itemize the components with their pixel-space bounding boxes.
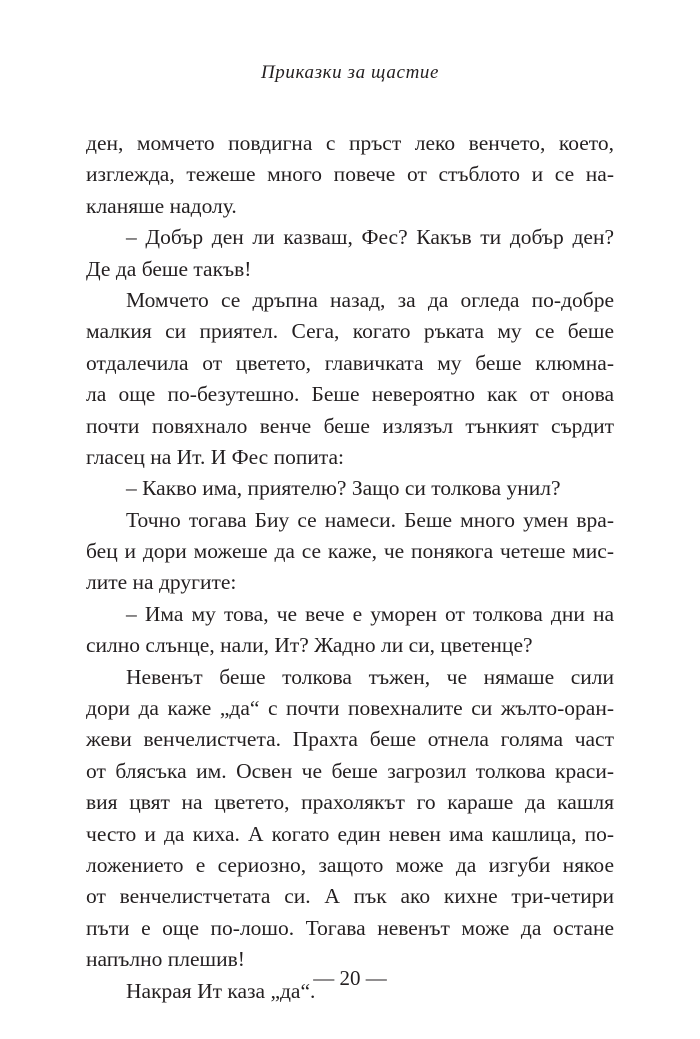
text-line: Накрая Ит каза „да“. <box>126 978 316 1003</box>
text-line: напълно плешив! <box>86 947 245 972</box>
text-line: често и да киха. А когато един невен има кашлица, по- <box>86 821 614 846</box>
text-line: Момчето се дръпна назад, за да огледа по-добре <box>126 287 614 312</box>
text-line: – Има му това, че вече е уморен от толкова дни на <box>126 601 614 626</box>
text-line: дори да каже „да“ с почти повехналите си жълто-оран- <box>86 696 614 721</box>
text-line: – Добър ден ли казваш, Фес? Какъв ти добър ден? <box>126 225 614 250</box>
page-number: — 20 — <box>313 966 387 990</box>
text-line: Точно тогава Биу се намеси. Беше много умен вра- <box>126 507 614 532</box>
text-line: пъти е още по-лошо. Тогава невенът може да остане <box>86 915 614 940</box>
running-header-title: Приказки за щастие <box>260 62 440 83</box>
text-line: почти повяхнало венче беше излязъл тънкият сърдит <box>86 413 614 438</box>
text-line: малкия си приятел. Сега, когато ръката му се беше <box>86 319 614 344</box>
text-line: силно слънце, нали, Ит? Жадно ли си, цветенце? <box>86 633 533 658</box>
text-line: лите на другите: <box>86 570 237 595</box>
text-line: – Какво има, приятелю? Защо си толкова унил? <box>126 476 561 501</box>
text-line: жеви венчелистчета. Прахта беше отнела голяма част <box>86 727 614 752</box>
text-line: вия цвят на цветето, прахолякът го караше да кашля <box>86 790 614 815</box>
body-text <box>86 128 614 1007</box>
text-line: кланяше надолу. <box>86 193 237 218</box>
text-line: Невенът беше толкова тъжен, че нямаше сили <box>126 664 614 689</box>
text-line: изглежда, тежеше много повече от стъблото и се на- <box>86 162 614 187</box>
text-line: бец и дори можеше да се каже, че понякога четеше мис- <box>86 539 614 564</box>
text-line: отдалечила от цветето, главичката му беше клюмна- <box>86 350 614 375</box>
text-line: от блясъка им. Освен че беше загрозил толкова краси- <box>86 758 614 783</box>
text-line: ден, момчето повдигна с пръст леко венчето, което, <box>86 131 614 155</box>
text-line: от венчелистчетата си. А пък ако кихне три-четири <box>86 884 614 909</box>
text-line: Де да беше такъв! <box>86 256 252 281</box>
text-line: ла още по-безутешно. Беше невероятно как от онова <box>86 382 614 407</box>
text-line: гласец на Ит. И Фес попита: <box>86 444 345 469</box>
text-line: ложението е сериозно, защото може да изгуби някое <box>86 852 614 877</box>
